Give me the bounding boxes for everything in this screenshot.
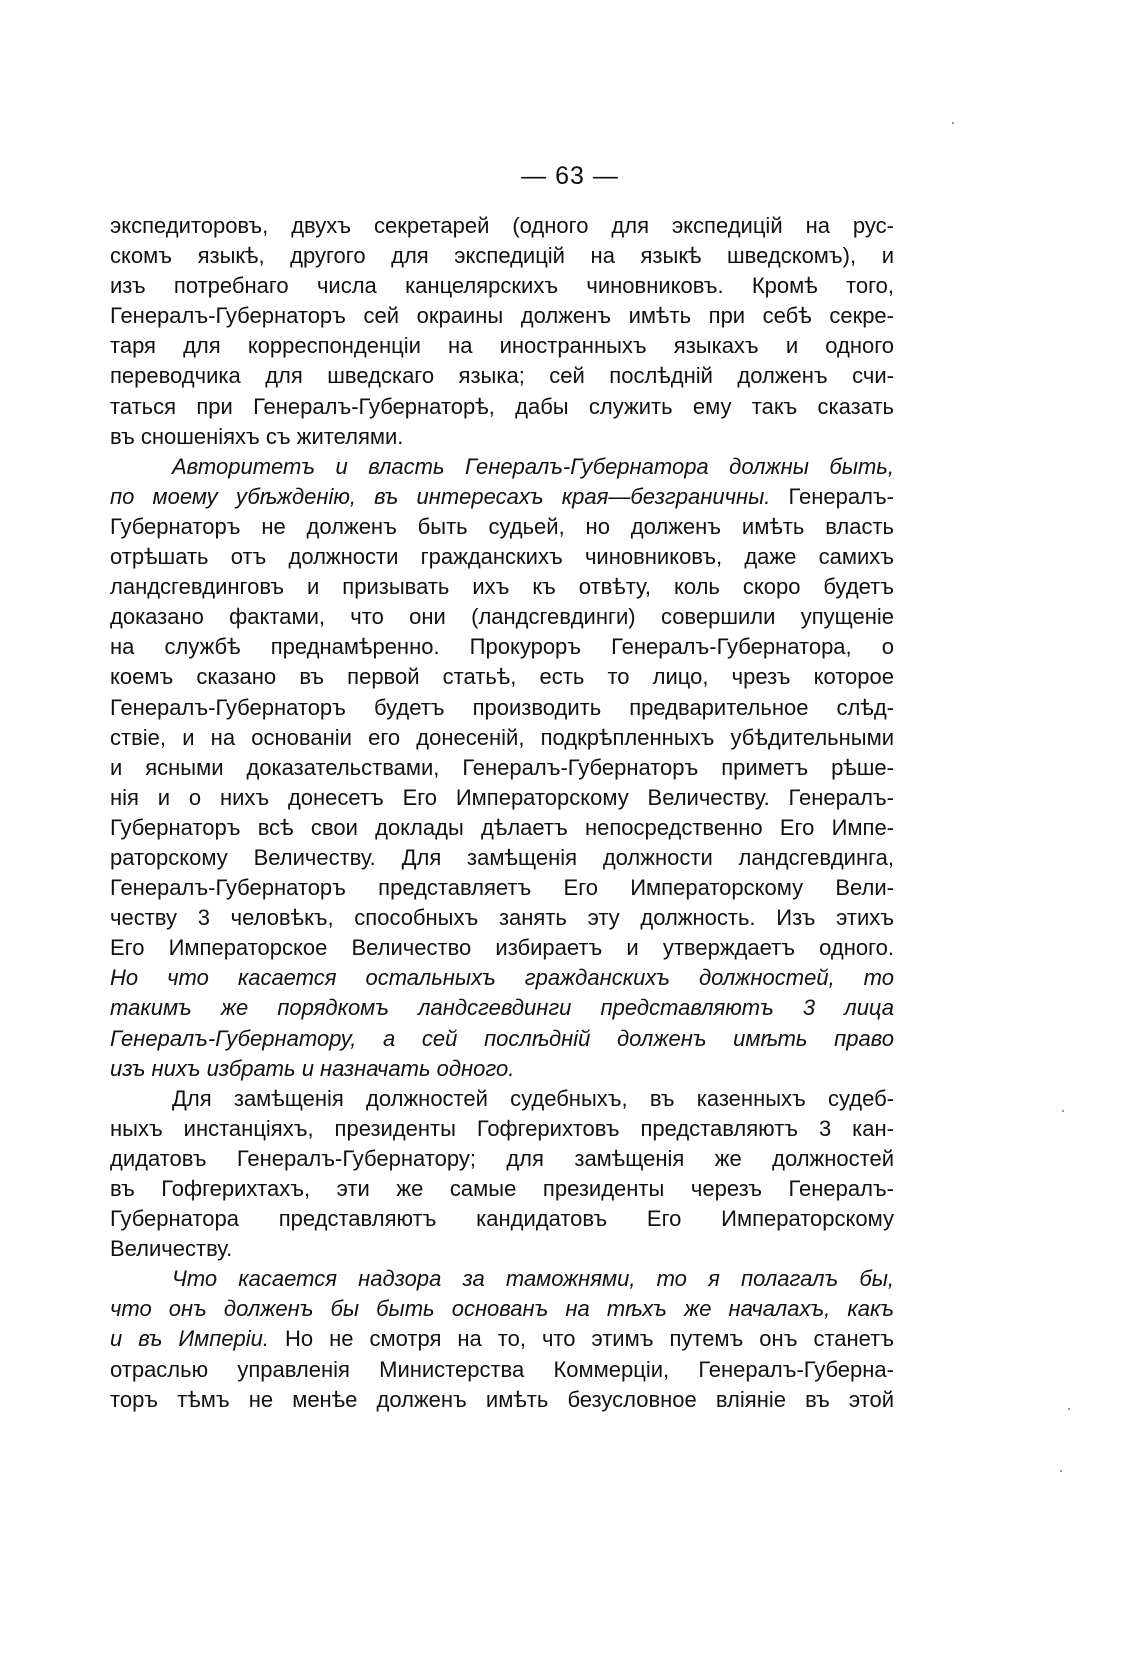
- text-line: нія и о нихъ донесетъ Его Императорскому Величеству. Генералъ-: [110, 784, 894, 810]
- italic-text: и въ Имперіи.: [110, 1326, 270, 1352]
- body-text: [110, 211, 894, 1415]
- text-line: таться при Генералъ-Губернаторѣ, дабы служить ему такъ сказать: [110, 393, 894, 419]
- italic-text: Но что касается остальныхъ гражданскихъ должностей, то: [110, 965, 894, 991]
- text-line: честву 3 человѣкъ, способныхъ занять эту должность. Изъ этихъ: [110, 905, 894, 931]
- text-line: Губернатора представляютъ кандидатовъ Его Императорскому: [110, 1206, 894, 1232]
- italic-text: Генералъ-Губернатору, а сей послѣдній долженъ имѣть право: [110, 1025, 894, 1051]
- italic-text: такимъ же порядкомъ ландсгевдинги представляютъ 3 лица: [110, 995, 894, 1021]
- text-line: и ясными доказательствами, Генералъ-Губернаторъ приметъ рѣше-: [110, 754, 894, 780]
- text-line: ландсгевдинговъ и призывать ихъ къ отвѣту, коль скоро будетъ: [110, 574, 894, 600]
- text-line: дидатовъ Генералъ-Губернатору; для замѣщенія же должностей: [110, 1145, 894, 1171]
- text-line: Его Императорское Величество избираетъ и утверждаетъ одного.: [110, 935, 894, 961]
- italic-text: изъ нихъ избрать и назначать одного.: [110, 1055, 515, 1081]
- text-line: скомъ языкѣ, другого для экспедицій на языкѣ шведскомъ), и: [110, 243, 894, 269]
- text-line: [110, 1294, 894, 1324]
- text-line: [110, 963, 894, 993]
- text-line: [110, 1324, 894, 1354]
- text-line: [110, 993, 894, 1023]
- text-line: [110, 1054, 894, 1084]
- scan-speck: [1068, 1408, 1070, 1410]
- text-line: доказано фактами, что они (ландсгевдинги) совершили упущеніе: [110, 604, 894, 630]
- text-line: въ Гофгерихтахъ, эти же самые президенты черезъ Генералъ-: [110, 1176, 894, 1201]
- regular-text: Но не смотря на то, что этимъ путемъ онъ станетъ: [269, 1326, 894, 1352]
- italic-text: Авторитетъ и власть Генералъ-Губернатора должны быть,: [172, 453, 894, 479]
- text-line: Для замѣщенія должностей судебныхъ, въ казенныхъ судеб-: [172, 1085, 894, 1111]
- italic-text: Что касается надзора за таможнями, то я полагалъ бы,: [172, 1266, 894, 1292]
- scan-speck: [1060, 1470, 1062, 1472]
- text-line: отраслью управленія Министерства Коммерціи, Генералъ-Губерна-: [110, 1356, 894, 1382]
- text-line: ствіе, и на основаніи его донесеній, подкрѣпленныхъ убѣдительными: [110, 724, 894, 750]
- text-line: Генералъ-Губернаторъ будетъ производить предварительное слѣд-: [110, 694, 894, 720]
- text-line: Губернаторъ не долженъ быть судьей, но долженъ имѣть власть: [110, 513, 894, 539]
- italic-text: что онъ долженъ бы быть основанъ на тѣхъ же началахъ, какъ: [110, 1296, 894, 1322]
- text-line: Величеству.: [110, 1236, 233, 1262]
- text-line: экспедиторовъ, двухъ секретарей (одного для экспедицій на рус-: [110, 213, 894, 238]
- text-line: Генералъ-Губернаторъ представляетъ Его Императорскому Вели-: [110, 875, 894, 901]
- text-line: переводчика для шведскаго языка; сей послѣдній долженъ счи-: [110, 363, 894, 389]
- regular-text: Генералъ-: [770, 483, 894, 509]
- scan-speck: [952, 122, 954, 124]
- text-line: торъ тѣмъ не менѣе долженъ имѣть безусловное вліяніе въ этой: [110, 1386, 894, 1412]
- text-line: Губернаторъ всѣ свои доклады дѣлаетъ непосредственно Его Импе-: [110, 814, 894, 840]
- page-number: — 63 —: [521, 162, 619, 190]
- text-line: Генералъ-Губернаторъ сей окраины долженъ имѣть при себѣ секре-: [110, 303, 894, 329]
- text-line: [110, 1264, 894, 1294]
- text-line: [110, 452, 894, 482]
- scan-speck: [1062, 1110, 1064, 1112]
- text-line: раторскому Величеству. Для замѣщенія должности ландсгевдинга,: [110, 844, 894, 870]
- text-line: коемъ сказано въ первой статьѣ, есть то лицо, чрезъ которое: [110, 664, 894, 690]
- text-line: [110, 482, 894, 512]
- text-line: на службѣ преднамѣренно. Прокуроръ Генералъ-Губернатора, о: [110, 634, 894, 660]
- text-line: изъ потребнаго числа канцелярскихъ чиновниковъ. Кромѣ того,: [110, 273, 894, 299]
- text-line: ныхъ инстанціяхъ, президенты Гофгерихтовъ представляютъ 3 кан-: [110, 1115, 894, 1141]
- text-line: въ сношеніяхъ съ жителями.: [110, 423, 404, 449]
- text-line: отрѣшать отъ должности гражданскихъ чиновниковъ, даже самихъ: [110, 544, 894, 570]
- text-line: таря для корреспонденціи на иностранныхъ языкахъ и одного: [110, 333, 894, 359]
- italic-text: по моему убѣжденію, въ интересахъ края—безграничны.: [110, 483, 771, 509]
- text-line: [110, 1024, 894, 1054]
